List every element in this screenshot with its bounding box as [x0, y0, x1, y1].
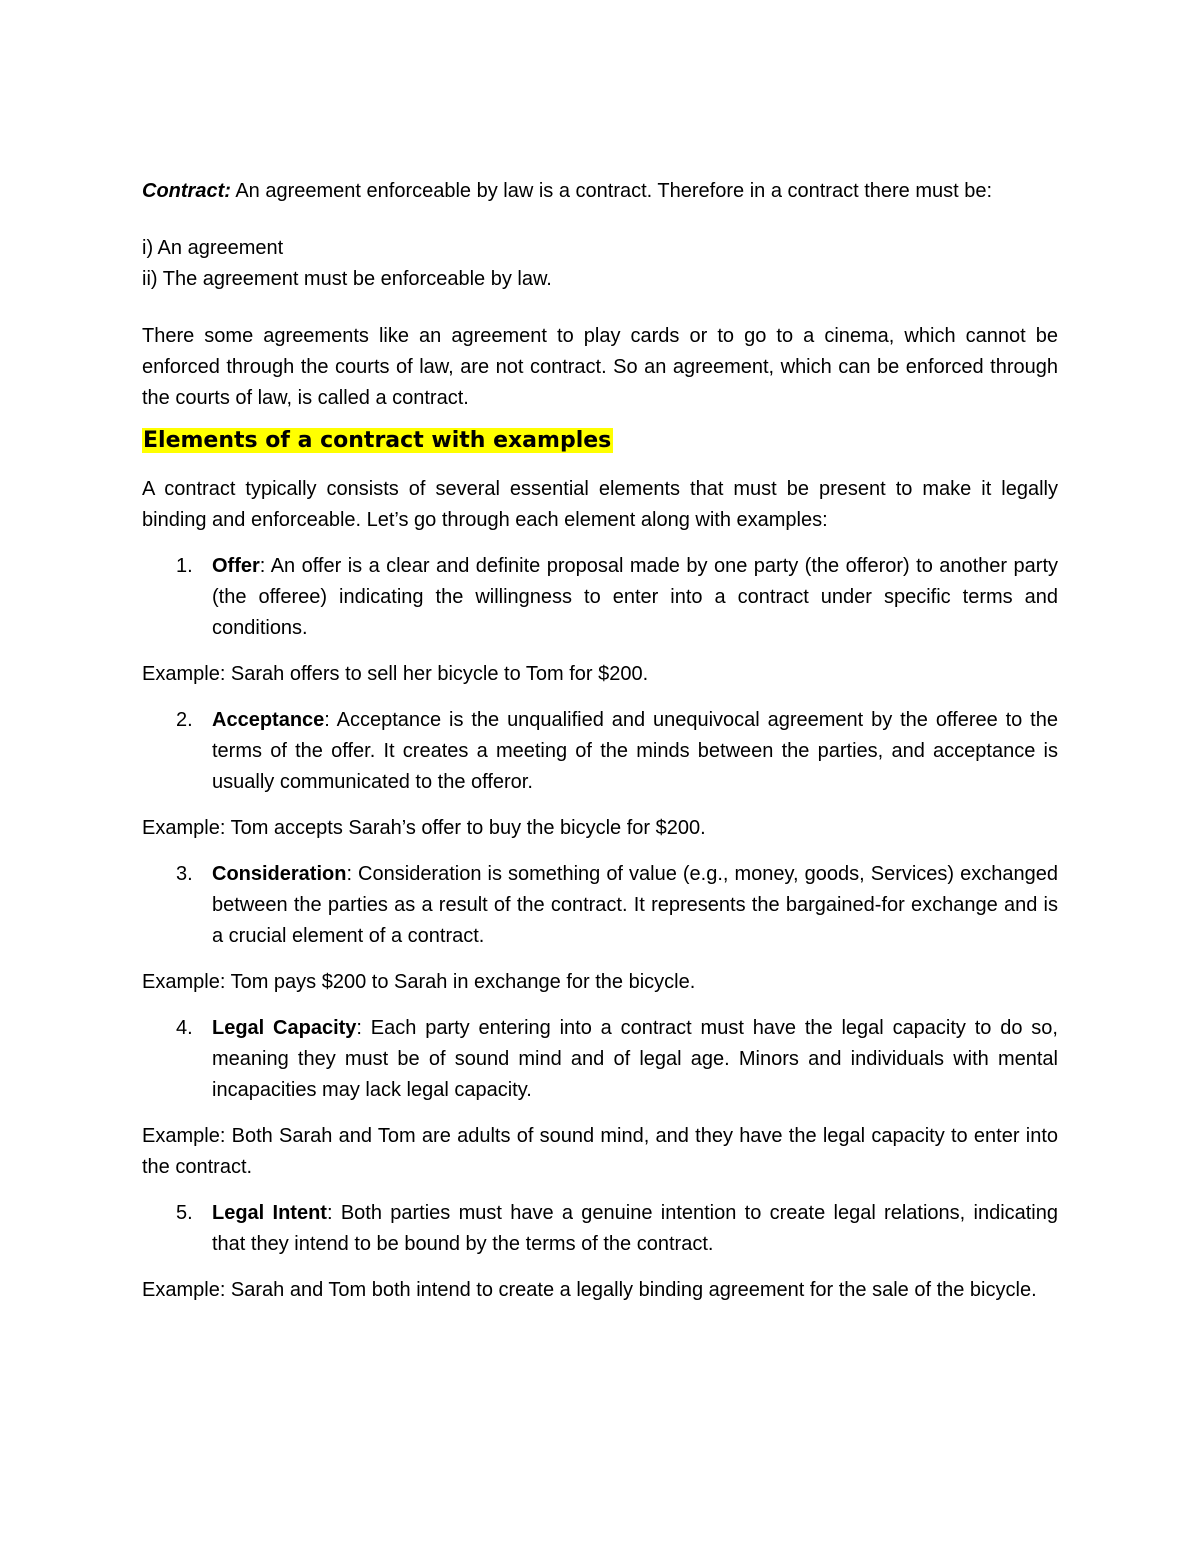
element-description: Consideration is something of value (e.g., money, goods, Services) exchanged between the parties as a result of the contract. It represents the bargained-for exchange and is a crucial element of a contract.	[212, 863, 1058, 947]
element-name: Legal Intent	[212, 1202, 327, 1224]
element-separator: :	[324, 709, 330, 731]
element-separator: :	[259, 555, 266, 577]
element-example: Example: Both Sarah and Tom are adults of sound mind, and they have the legal capacity to enter into the contract.	[142, 1125, 1058, 1178]
requirements-list	[142, 233, 1058, 295]
element-separator: :	[356, 1017, 362, 1039]
element-name: Offer	[212, 555, 260, 577]
element-number: 1.	[176, 555, 193, 577]
requirement-item: i) An agreement	[142, 237, 284, 259]
requirement-item: ii) The agreement must be enforceable by law.	[142, 268, 552, 290]
element-example: Example: Sarah offers to sell her bicycle to Tom for $200.	[142, 663, 649, 685]
element-description: An offer is a clear and definite proposal made by one party (the offeror) to another party (the offeree) indicating the willingness to enter into a contract under specific terms and conditions.	[212, 555, 1058, 639]
element-item-offer	[142, 551, 1058, 644]
element-number: 3.	[176, 863, 193, 885]
element-separator: :	[326, 1202, 333, 1224]
element-name: Acceptance	[212, 709, 325, 731]
element-description: Both parties must have a genuine intention to create legal relations, indicating that they intend to be bound by the terms of the contract.	[212, 1202, 1058, 1255]
contract-term: Contract:	[142, 180, 231, 202]
element-number: 4.	[176, 1017, 193, 1039]
section-heading	[142, 426, 1058, 456]
document-page	[142, 176, 1058, 1321]
highlighted-heading-text: Elements of a contract with examples	[143, 428, 612, 453]
element-item-legal-intent	[142, 1198, 1058, 1260]
element-number: 5.	[176, 1202, 193, 1224]
element-example: Example: Tom accepts Sarah’s offer to buy the bicycle for $200.	[142, 817, 706, 839]
element-separator: :	[346, 863, 353, 885]
element-item-acceptance	[142, 705, 1058, 798]
element-number: 2.	[176, 709, 193, 731]
lead-paragraph: A contract typically consists of several essential elements that must be present to make it legally binding and enforceable. Let’s go through each element along with examples:	[142, 478, 1058, 531]
contract-definition-text: An agreement enforceable by law is a contract. Therefore in a contract there must be:	[230, 180, 993, 202]
element-item-legal-capacity	[142, 1013, 1058, 1106]
element-name: Legal Capacity	[212, 1017, 357, 1039]
element-description: Each party entering into a contract must have the legal capacity to do so, meaning they must be of sound mind and of legal age. Minors and individuals with mental incapacities may lack legal capacity.	[212, 1017, 1058, 1101]
element-description: Acceptance is the unqualified and unequivocal agreement by the offeree to the terms of the offer. It creates a meeting of the minds between the parties, and acceptance is usually communicated to the offeror.	[212, 709, 1058, 793]
element-example: Example: Sarah and Tom both intend to create a legally binding agreement for the sale of the bicycle.	[142, 1279, 1037, 1301]
element-name: Consideration	[212, 863, 347, 885]
contract-definition	[142, 176, 1058, 207]
element-example: Example: Tom pays $200 to Sarah in exchange for the bicycle.	[142, 971, 696, 993]
agreements-paragraph: There some agreements like an agreement to play cards or to go to a cinema, which cannot be enforced through the courts of law, are not contract. So an agreement, which can be enforced through the courts of law, is called a contract.	[142, 325, 1058, 409]
element-item-consideration	[142, 859, 1058, 952]
